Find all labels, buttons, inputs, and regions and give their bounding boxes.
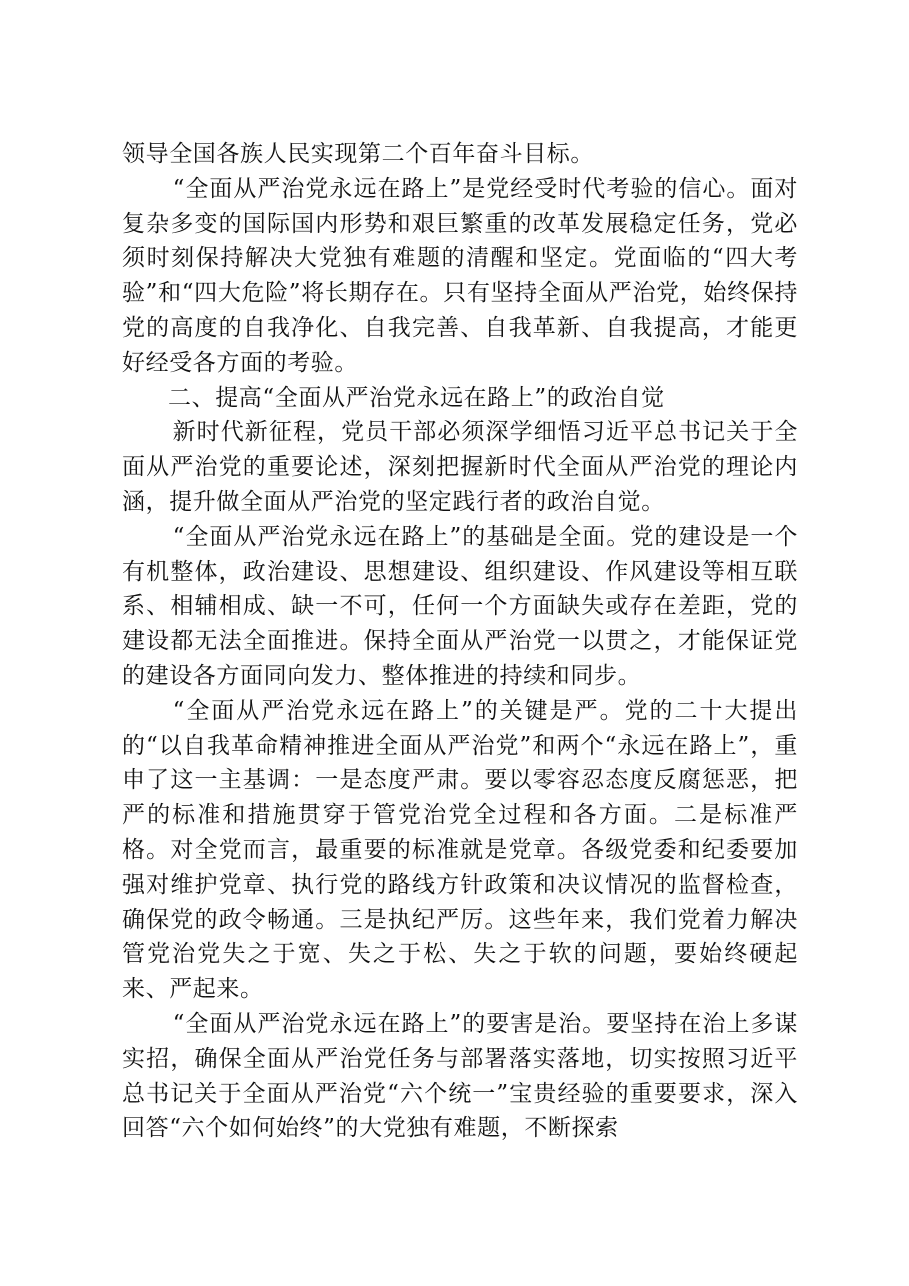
- paragraph-governance: “全面从严治党永远在路上”的要害是治。要坚持在治上多谋实招，确保全面从严治党任务与部署落实落地，切实按照习近平总书记关于全面从严治党“六个统一”宝贵经验的重要要求，深入回答“六个如何始终”的大党独有难题，不断探索: [122, 1010, 798, 1142]
- document-body: [122, 137, 798, 1146]
- paragraph-confidence: “全面从严治党永远在路上”是党经受时代考验的信心。面对复杂多变的国际国内形势和艰巨繁重的改革发展稳定任务，党必须时刻保持解决大党独有难题的清醒和坚定。党面临的“四大考验”和“四大危险”将长期存在。只有坚持全面从严治党，始终保持党的高度的自我净化、自我完善、自我革新、自我提高，才能更好经受各方面的考验。: [122, 175, 798, 376]
- section-heading-2: 二、提高“全面从严治党永远在路上”的政治自觉: [168, 384, 665, 411]
- paragraph-continuation: 领导全国各族人民实现第二个百年奋斗目标。: [122, 141, 594, 167]
- paragraph-foundation: “全面从严治党永远在路上”的基础是全面。党的建设是一个有机整体，政治建设、思想建设、组织建设、作风建设等相互联系、相辅相成、缺一不可，任何一个方面缺失或存在差距，党的建设都无法全面推进。保持全面从严治党一以贯之，才能保证党的建设各方面同向发力、整体推进的持续和同步。: [122, 523, 798, 689]
- paragraph-key-strict: “全面从严治党永远在路上”的关键是严。党的二十大提出的“以自我革命精神推进全面从严治党”和两个“永远在路上”，重申了这一主基调：一是态度严肃。要以零容忍态度反腐惩恶，把严的标准和措施贯穿于管党治党全过程和各方面。二是标准严格。对全党而言，最重要的标准就是党章。各级党委和纪委要加强对维护党章、执行党的路线方针政策和决议情况的监督检查，确保党的政令畅通。三是执纪严厉。这些年来，我们党着力解决管党治党失之于宽、失之于松、失之于软的问题，要始终硬起来、严起来。: [122, 697, 798, 1003]
- paragraph-new-era: 新时代新征程，党员干部必须深学细悟习近平总书记关于全面从严治党的重要论述，深刻把握新时代全面从严治党的理论内涵，提升做全面从严治党的坚定践行者的政治自觉。: [122, 419, 798, 515]
